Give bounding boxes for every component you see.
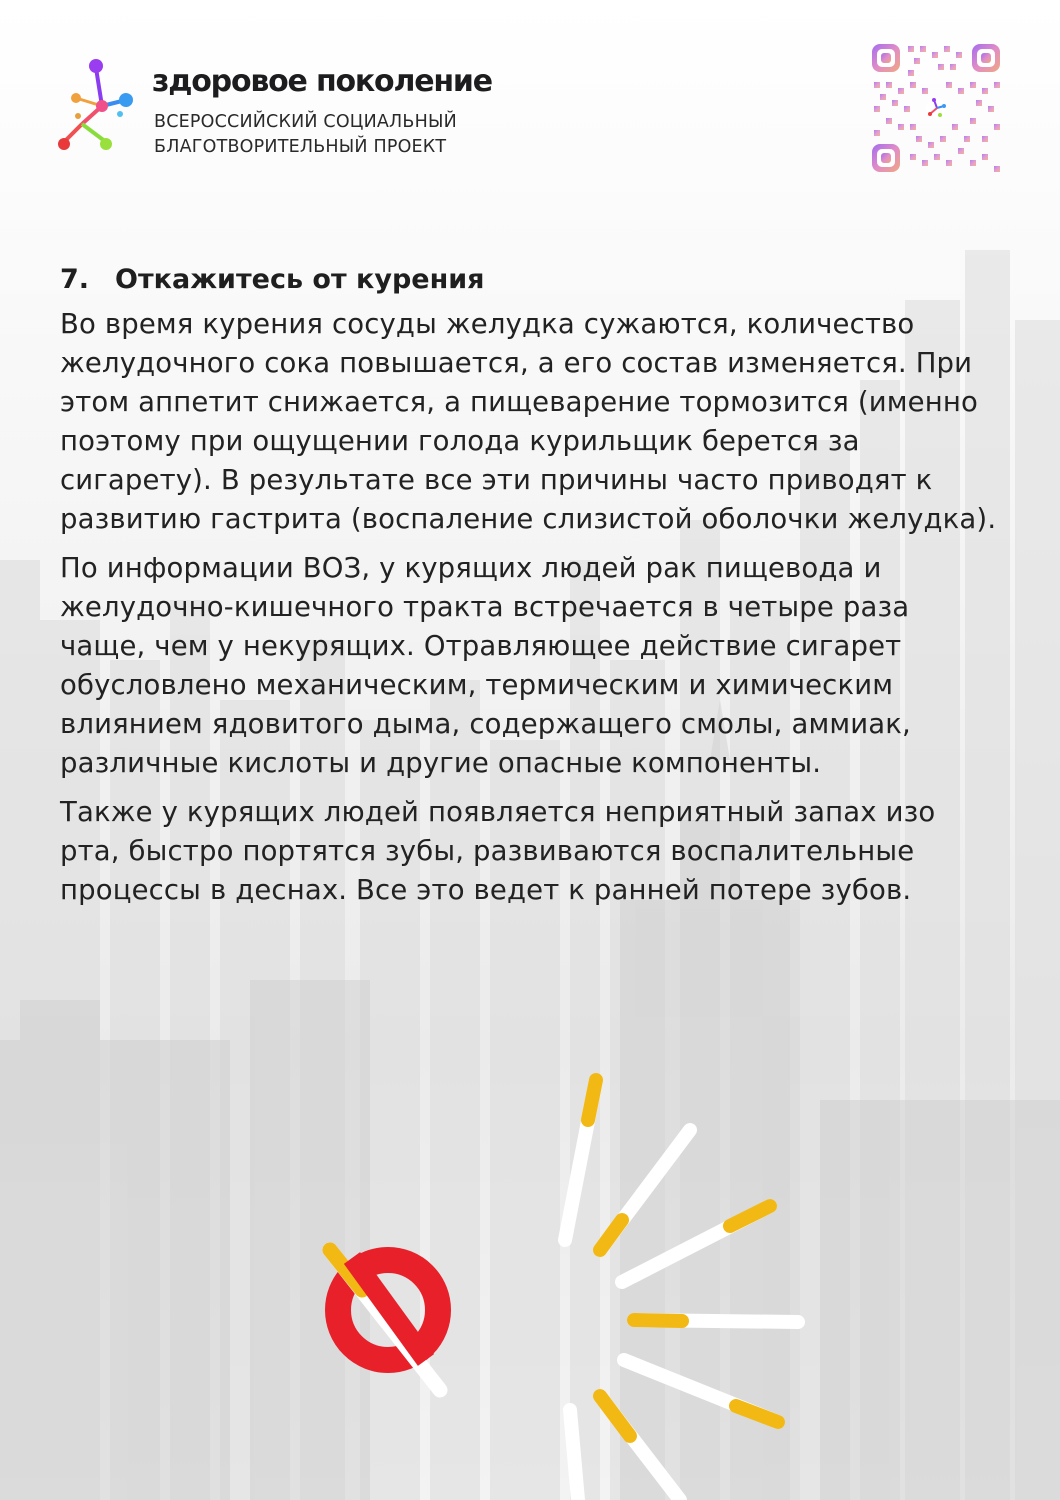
brand-subtitle-line1: ВСЕРОССИЙСКИЙ СОЦИАЛЬНЫЙ	[154, 112, 457, 132]
qr-code-icon[interactable]	[870, 42, 1002, 174]
cigarette-icon	[600, 1130, 690, 1250]
no-smoking-sign-icon	[330, 1250, 440, 1390]
cigarette-icon	[622, 1206, 770, 1282]
paragraph: По информации ВОЗ, у курящих людей рак пищевода и желудочно-кишечного тракта встречается в четыре раза чаще, чем у некурящих. Отравляющее действие сигарет обусловлено механическим, термическим и химическим влиянием ядовитого дыма, содержащего смолы, аммиак, различные кислоты и другие опасные компоненты.	[60, 552, 911, 779]
paragraph: Также у курящих людей появляется неприятный запах изо рта, быстро портятся зубы, развиваются воспалительные процессы в деснах. Все это ведет к ранней потере зубов.	[60, 796, 936, 906]
section-title: Откажитесь от курения	[115, 264, 485, 295]
cigarette-icon	[634, 1320, 798, 1322]
brand-subtitle-line2: БЛАГОТВОРИТЕЛЬНЫЙ ПРОЕКТ	[154, 137, 447, 157]
section-heading	[60, 264, 1000, 295]
article-section	[60, 264, 1000, 920]
molecule-logo-icon	[56, 56, 138, 156]
header	[56, 56, 1016, 186]
brand-subtitle	[154, 110, 457, 160]
no-smoking-illustration	[300, 1060, 820, 1500]
section-number: 7.	[60, 264, 90, 295]
cigarette-icon	[600, 1396, 680, 1500]
paragraph: Во время курения сосуды желудка сужаются, количество желудочного сока повышается, а его состав изменяется. При этом аппетит снижается, а пищеварение тормозится (именно поэтому при ощущении голода курильщик берется за сигарету). В результате все эти причины часто приводят к развитию гастрита (воспаление слизистой оболочки желудка).	[60, 308, 997, 535]
cigarette-icon	[565, 1080, 596, 1240]
brand-name: здоровое поколение	[152, 64, 492, 99]
cigarette-icon	[624, 1360, 778, 1422]
cigarette-icon	[570, 1410, 578, 1500]
